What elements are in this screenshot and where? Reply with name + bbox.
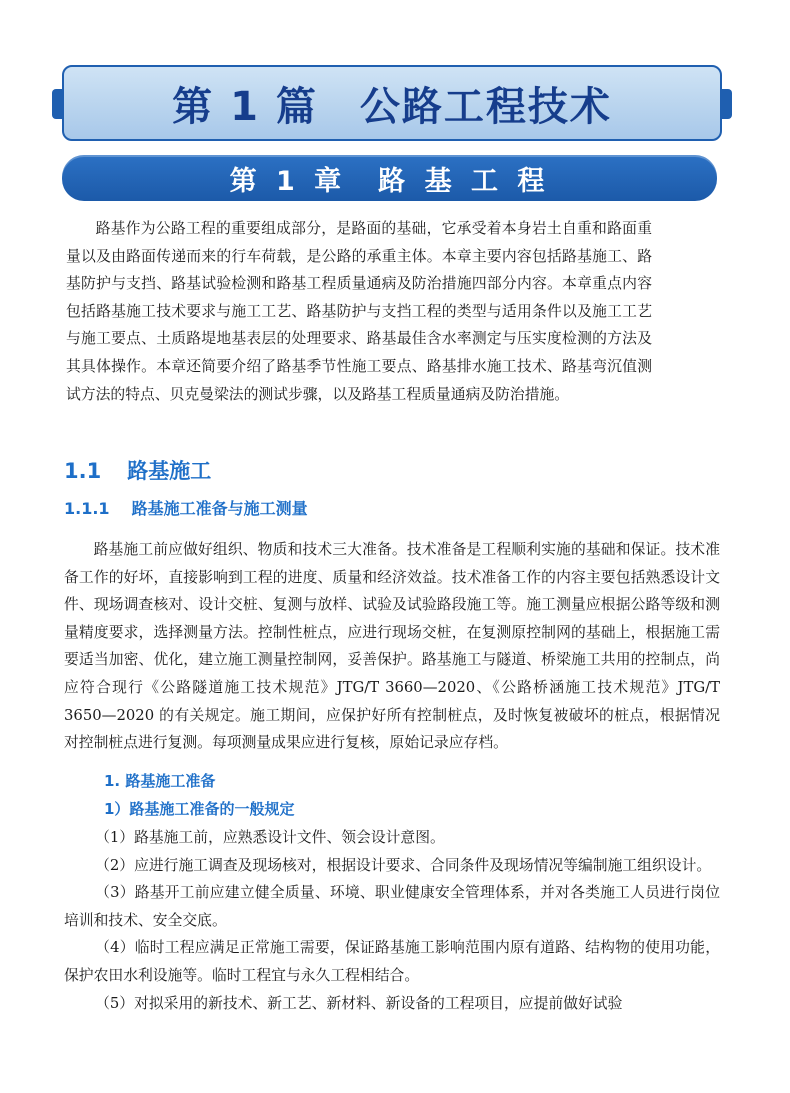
- intro-paragraph: 路基作为公路工程的重要组成部分，是路面的基础，它承受着本身岩土自重和路面重量以及由路面传递而来的行车荷载，是公路的承重主体。本章主要内容包括路基施工、路基防护与支挡、路基试验检测和路基工程质量通病及防治措施四部分内容。本章重点内容包括路基施工技术要求与施工工艺、路基防护与支挡工程的类型与适用条件以及施工工艺与施工要点、土质路堤地基表层的处理要求、路基最佳含水率测定与压实度检测的方法及其具体操作。本章还简要介绍了路基季节性施工要点、路基排水施工技术、路基弯沉值测试方法的特点、贝克曼梁法的测试步骤，以及路基工程质量通病及防治措施。: [66, 220, 652, 403]
- list-item: （1）路基施工前，应熟悉设计文件、领会设计意图。: [95, 829, 445, 846]
- part-title: 第 1 篇 公路工程技术: [172, 83, 612, 130]
- list-item: （4）临时工程应满足正常施工需要，保证路基施工影响范围内原有道路、结构物的使用功能，保护农田水利设施等。临时工程宜与永久工程相结合。: [64, 939, 720, 984]
- heading-level-1: 1. 路基施工准备: [104, 772, 216, 790]
- subsection-number: 1.1.1: [64, 499, 110, 518]
- chapter-title: 第 1 章 路 基 工 程: [229, 165, 550, 197]
- list-item: （5）对拟采用的新技术、新工艺、新材料、新设备的工程项目，应提前做好试验: [95, 994, 623, 1012]
- body-paragraph: 路基施工前应做好组织、物质和技术三大准备。技术准备是工程顺利实施的基础和保证。技术准备工作的好坏，直接影响到工程的进度、质量和经济效益。技术准备工作的内容主要包括熟悉设计文件、现场调查核对、设计交桩、复测与放样、试验及试验路段施工等。施工测量应根据公路等级和测量精度要求，选择测量方法。控制性桩点，应进行现场交桩，在复测原控制网的基础上，根据施工需要适当加密、优化，建立施工测量控制网，妥善保护。路基施工与隧道、桥梁施工共用的控制点，尚应符合现行《公路隧道施工技术规范》JTG/T 3660—2020、《公路桥涵施工技术规范》JTG/T 3650—2020 的有关规定。施工期间，应保护好所有控制桩点，及时恢复被破坏的桩点，根据情况对控制桩点进行复测。每项测量成果应进行复核，原始记录应存档。: [64, 541, 720, 752]
- list-item: （3）路基开工前应建立健全质量、环境、职业健康安全管理体系，并对各类施工人员进行岗位培训和技术、安全交底。: [64, 884, 720, 929]
- rules-list: [64, 824, 720, 1017]
- section-heading: [64, 455, 211, 485]
- section-title: 路基施工: [127, 459, 212, 483]
- heading-level-2: 1）路基施工准备的一般规定: [104, 800, 295, 818]
- section-number: 1.1: [64, 459, 102, 483]
- subsection-heading: [64, 496, 308, 519]
- chapter-banner: [62, 155, 717, 201]
- subsection-title: 路基施工准备与施工测量: [131, 499, 308, 518]
- list-item: （2）应进行施工调查及现场核对，根据设计要求、合同条件及现场情况等编制施工组织设计。: [95, 856, 712, 874]
- part-banner: [62, 65, 722, 141]
